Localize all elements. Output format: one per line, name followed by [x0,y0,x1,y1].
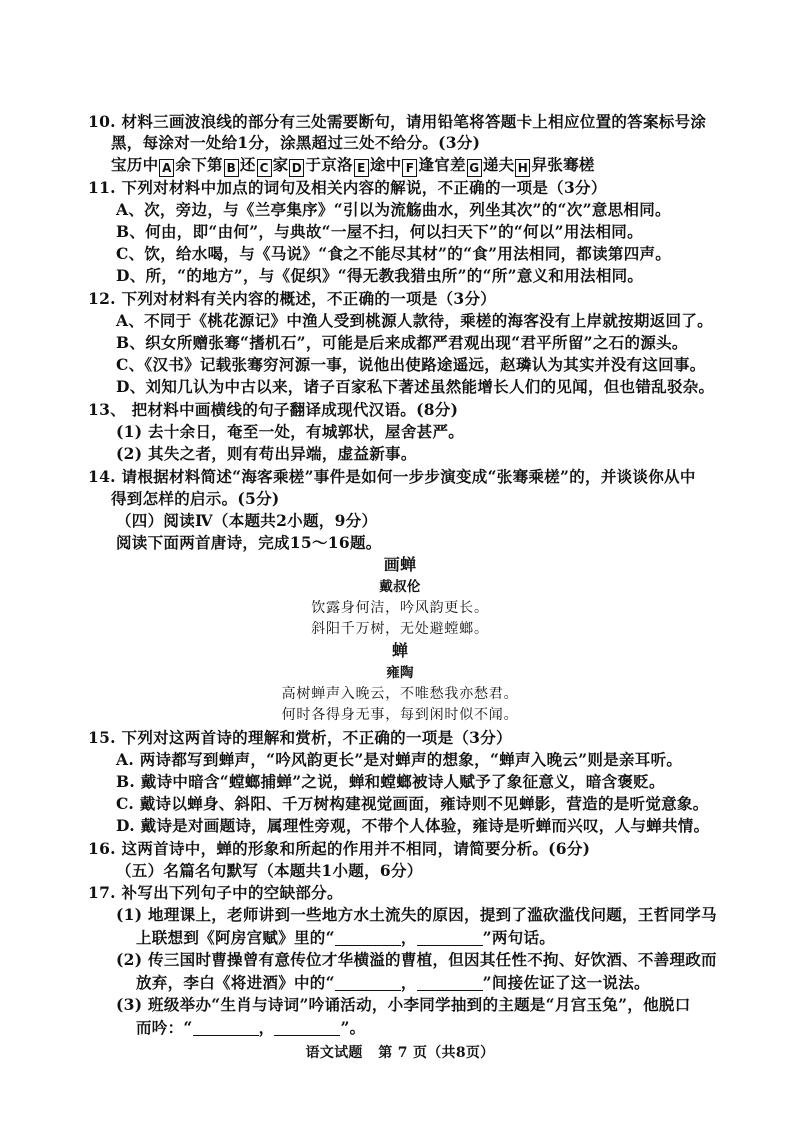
q10-mark-h: H [515,159,530,177]
poem1-line-2: 斜阳千万树，无处避螳螂。 [311,621,489,637]
q10-seg: 舁张骞槎 [531,155,595,174]
q17-s2-blank-2[interactable] [417,975,483,991]
q12-option-d: D、刘知几认为中古以来，诸子百家私下著述虽然能增长人们的见闻，但也错乱驳杂。 [116,377,715,396]
q17-s1-blank-1[interactable] [335,930,401,946]
q11-option-c: C、饮，给水喝，与《马说》“食之不能尽其材”的“食”用法相同，都读第四声。 [116,244,672,263]
q15-stem: 15. 下列对这两首诗的理解和赏析，不正确的一项是（3分） [88,728,512,747]
poem2-author: 雍陶 [386,665,414,681]
q12-option-c: C、《汉书》记载张骞穷河源一事，说他出使路途遥远，赵璘认为其实并没有这回事。 [116,355,706,374]
q10-mark-g: G [467,159,482,177]
page-footer [0,1043,800,1063]
q14-stem-line1: 14. 请根据材料简述“海客乘槎”事件是如何一步步演变成“张骞乘槎”的，并谈谈你从中 [88,467,696,486]
q17-s3-blank-1[interactable] [193,1020,259,1036]
q12-option-b: B、织女所赠张骞“搘机石”，可能是后来成都严君观出现“君平所留”之石的源头。 [116,333,688,352]
q17-s2-line2 [136,973,650,993]
q15-option-b: B. 戴诗中暗含“螳螂捕蝉”之说，蝉和螳螂被诗人赋予了象征意义，暗含褒贬。 [116,772,665,791]
q12-option-a: A、不同于《桃花源记》中渔人受到桃源人款待，乘槎的海客没有上岸就按期返回了。 [116,311,713,330]
q17-stem: 17. 补写出下列句子中的空缺部分。 [88,883,343,902]
q17-s2-blank-1[interactable] [335,975,401,991]
q17-s3-line2 [136,1018,365,1038]
section5-title: （五）名篇名句默写（本题共1小题，6分） [116,861,423,880]
q17-s1-text-c: ”两句话。 [482,928,556,947]
q17-s3-text-a: 而吟：“ [136,1018,193,1037]
q11-option-b: B、何由，即“由何”，与典故“一屋不扫，何以扫天下”的“何以”用法相同。 [116,222,643,241]
q10-mark-c: C [257,159,272,177]
footer-subject: 语文试题 [305,1045,363,1061]
poem2-title: 蝉 [391,641,409,660]
q10-mark-b: B [224,159,239,177]
poem2-line-1: 高树蝉声入晚云，不唯愁我亦愁君。 [281,686,519,702]
q10-stem-line2: 黑，每涂对一处给1分，涂黑超过三处不给分。(3分) [111,133,481,152]
q10-mark-f: F [402,159,417,177]
q13-sentence-1: (1) 去十余日，奄至一处，有城郭状，屋舍甚严。 [116,422,465,441]
q10-seg: 还 [239,155,256,174]
q10-stem-line1: 10. 材料三画波浪线的部分有三处需要断句，请用铅笔将答题卡上相应位置的答案标号涂 [88,112,707,131]
poem1-title: 画蝉 [383,555,417,574]
poem1-line-1: 饮露身何洁，吟风韵更长。 [311,600,489,616]
q17-s3-text-c: ”。 [340,1018,366,1037]
q13-sentence-2: (2) 其失之者，则有苟出异端，虚益新事。 [116,444,417,463]
q10-seg: 宝历中 [111,155,159,174]
q15-option-c: C. 戴诗以蝉身、斜阳、千万树构建视觉画面，雍诗则不见蝉影，营造的是听觉意象。 [116,794,709,813]
q17-s3-line1: (3) 班级举办“生肖与诗词”吟诵活动，小李同学抽到的主题是“月宫玉兔”，他脱口 [116,995,691,1014]
q10-mark-a: A [159,159,174,177]
q10-mark-e: E [354,159,369,177]
q17-s2-text-a: 放弃，李白《将进酒》中的“ [136,973,335,992]
q17-s1-blank-2[interactable] [417,930,483,946]
section4-title: （四）阅读Ⅳ（本题共2小题，9分） [116,511,378,530]
q10-seg: 余下第 [175,155,223,174]
q13-stem: 13、 把材料中画横线的句子翻译成现代汉语。(8分) [88,400,459,419]
q14-stem-line2: 得到怎样的启示。(5分) [111,489,280,508]
q15-option-a: A. 两诗都写到蝉声，“吟风韵更长”是对蝉声的想象，“蝉声入晚云”则是亲耳听。 [116,750,683,769]
q10-seg: 递夫 [482,155,515,174]
q17-s2-comma: ， [400,973,417,992]
q11-option-a: A、次，旁边，与《兰亭集序》“引以为流觞曲水，列坐其次”的“次”意思相同。 [116,200,671,219]
q16-stem: 16. 这两首诗中，蝉的形象和所起的作用并不相同，请简要分析。(6分) [88,839,591,858]
q10-seg: 于京洛 [305,155,353,174]
q11-stem: 11. 下列对材料中加点的词句及相关内容的解说，不正确的一项是（3分） [88,178,607,197]
q17-s1-line2 [136,928,555,948]
q11-option-d: D、所，“的地方”，与《促织》“得无教我猎虫所”的“所”意义和用法相同。 [116,266,644,285]
q10-sentence [111,155,595,177]
q17-s2-line1: (2) 传三国时曹操曾有意传位才华横溢的曹植，但因其任性不拘、好饮酒、不善理政而 [116,950,717,969]
q15-option-d: D. 戴诗是对画题诗，属理性旁观，不带个人体验，雍诗是听蝉而兴叹，人与蝉共情。 [116,816,710,835]
q17-s2-text-c: ”间接佐证了这一说法。 [482,973,650,992]
section4-intro: 阅读下面两首唐诗，完成15～16题。 [116,533,382,552]
q10-seg: 途中 [369,155,402,174]
q17-s1-text-a: 上联想到《阿房宫赋》里的“ [136,928,335,947]
q17-s1-line1: (1) 地理课上，老师讲到一些地方水土流失的原因，提到了滥砍滥伐问题，王哲同学马 [116,905,717,924]
q17-s1-comma: ， [400,928,417,947]
poem1-author: 戴叔伦 [379,579,421,595]
footer-page-number: 第 7 页（共8页） [378,1045,495,1061]
poem2-line-2: 何时各得身无事，每到闲时似不闻。 [281,707,519,723]
q10-seg: 家 [272,155,289,174]
q17-s3-comma: ， [258,1018,275,1037]
q10-seg: 逢官差 [418,155,466,174]
q17-s3-blank-2[interactable] [274,1020,340,1036]
q10-mark-d: D [289,159,304,177]
q12-stem: 12. 下列对材料有关内容的概述，不正确的一项是（3分） [88,289,497,308]
